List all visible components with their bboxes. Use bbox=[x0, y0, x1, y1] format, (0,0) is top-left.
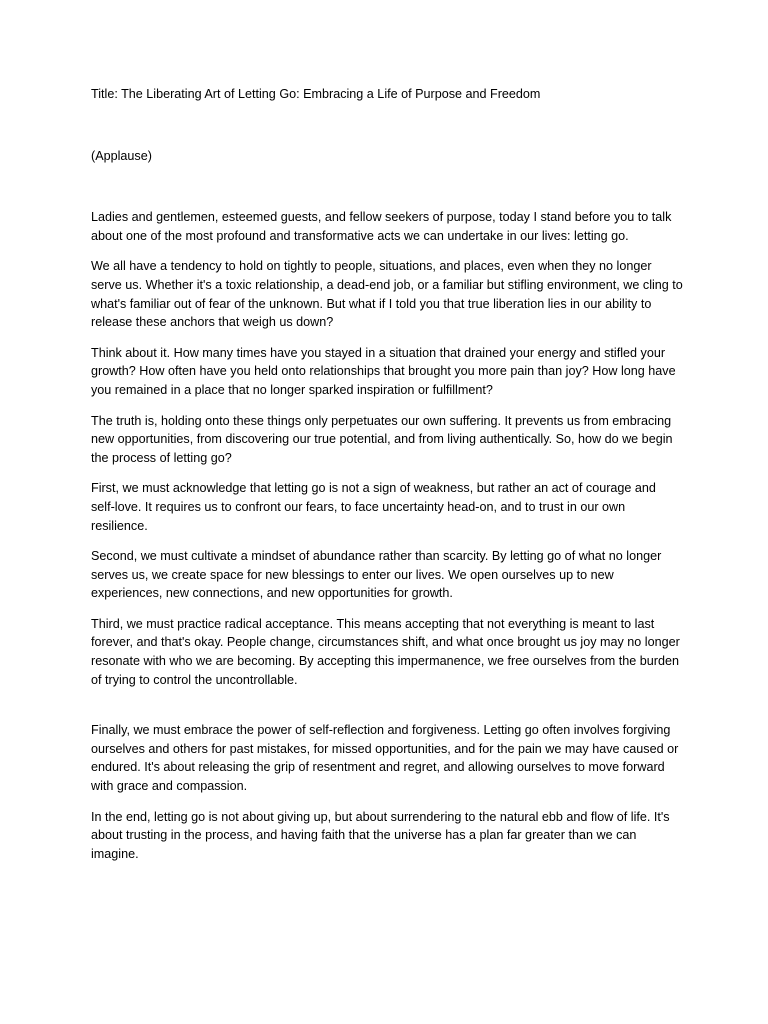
stage-direction-applause: (Applause) bbox=[91, 148, 152, 163]
paragraph-truth: The truth is, holding onto these things only perpetuates our own suffering. It prevents us from embracing new opportunities, from discovering our true potential, and from living authentically. So, how do we begin the process of letting go? bbox=[91, 413, 673, 465]
document-title: Title: The Liberating Art of Letting Go: Embracing a Life of Purpose and Freedom bbox=[91, 87, 541, 101]
paragraph-third: Third, we must practice radical acceptance. This means accepting that not everything is meant to last forever, and that's okay. People change, circumstances shift, and what once brought us joy may no longer resonate with who we are becoming. By accepting this impermanence, we free ourselves from the burden of trying to control the uncontrollable. bbox=[91, 616, 680, 687]
paragraph-second: Second, we must cultivate a mindset of abundance rather than scarcity. By letting go of what no longer serves us, we create space for new blessings to enter our lives. We open ourselves up to new experiences, new connections, and new opportunities for growth. bbox=[91, 549, 662, 601]
paragraph-intro: Ladies and gentlemen, esteemed guests, and fellow seekers of purpose, today I stand before you to talk about one of the most profound and transformative acts we can undertake in our lives: letting go. bbox=[91, 210, 672, 243]
document-body bbox=[91, 85, 683, 875]
paragraph-conclusion: In the end, letting go is not about giving up, but about surrendering to the natural ebb and flow of life. It's about trusting in the process, and having faith that the universe has a plan far greater than we can imagine. bbox=[91, 809, 670, 861]
paragraph-think-about-it: Think about it. How many times have you stayed in a situation that drained your energy and stifled your growth? How often have you held onto relationships that brought you more pain than joy? How long have you remained in a place that no longer sparked inspiration or fulfillment? bbox=[91, 345, 676, 397]
paragraph-holding-on: We all have a tendency to hold on tightly to people, situations, and places, even when they no longer serve us. Whether it's a toxic relationship, a dead-end job, or a familiar but stifling environment, we cling to what's familiar out of fear of the unknown. But what if I told you that true liberation lies in our ability to release these anchors that weigh us down? bbox=[91, 259, 683, 330]
paragraph-first: First, we must acknowledge that letting go is not a sign of weakness, but rather an act of courage and self-love. It requires us to confront our fears, to face uncertainty head-on, and to trust in our own resilience. bbox=[91, 481, 656, 533]
paragraph-finally: Finally, we must embrace the power of self-reflection and forgiveness. Letting go often involves forgiving ourselves and others for past mistakes, for missed opportunities, and for the pain we may have caused or endured. It's about releasing the grip of resentment and regret, and allowing ourselves to move forward with grace and compassion. bbox=[91, 723, 679, 794]
